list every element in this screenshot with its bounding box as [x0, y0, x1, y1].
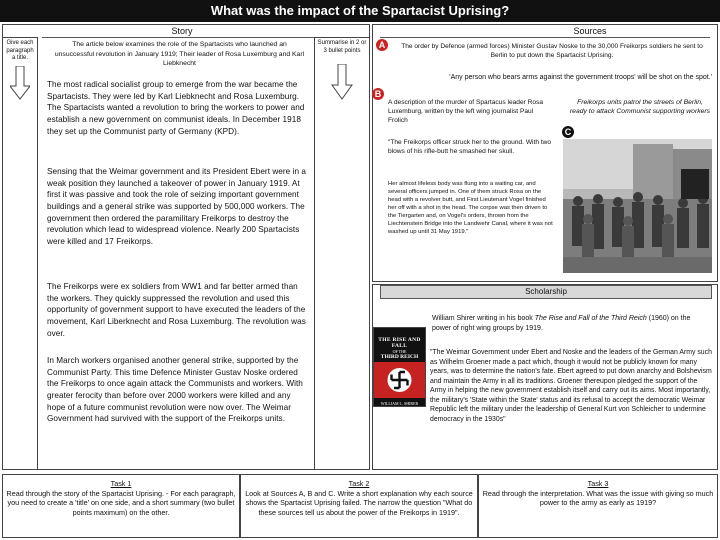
scholarship-attribution	[432, 314, 710, 334]
source-b-quote: "The Freikorps officer struck her to the ground. With two blows of his rifle-butt he smashed her skull.	[388, 139, 552, 155]
story-heading: Story	[171, 26, 193, 36]
task-3-text: Read through the interpretation. What was the issue with giving so much power to the army as early as 1919?	[482, 489, 714, 508]
attribution-line-2: (1960) on the power of right wing groups by 1919.	[432, 315, 691, 332]
story-intro: The article below examines the role of the Spartacists who launched an unsuccessful revolution in January 1919; Their leader of Rosa Luxemburg and Karl Liebknecht	[54, 41, 305, 68]
source-a-intro: The order by Defence (armed forces) Minister Gustav Noske to the 30,000 Freikorps soldiers he sent to Berlin to put down the Spartacist Uprising.	[401, 43, 703, 59]
book-cover-title-2: OF THE	[392, 349, 407, 354]
story-paragraph-1: The most radical socialist group to emerge from the war became the Spartacists. They were led by Karl Liebknecht and Rosa Luxemburg. The Spartacists wanted a revolution to bring the workers to power and establish a new government on communist ideals. In December 1918 they set up the Communist party of Germany (KPD).	[47, 80, 305, 136]
sources-heading: Sources	[573, 26, 607, 36]
book-cover-title-3: THIRD REICH	[380, 354, 419, 360]
source-b-badge: B	[372, 88, 384, 100]
task-3-title: Task 3	[587, 479, 609, 488]
task-2-text: Look at Sources A, B and C. Write a short explanation why each source shows the Spartacist Uprising failed. The narrow the question "What do these sources tell us about the power of the Freikorps in 1919".	[245, 489, 473, 517]
source-b-text: Her almost lifeless body was flung into a waiting car, and several officers jumped in. One of them struck Rosa on the head with a revolver butt, and First Lieutenant Vogel finished her off with a shot in the head. The corpse was then driven to the Tiergarten and, on Vogel's orders, thrown from the Liechtenstein Bridge into the Landwehr Canal, where it was not washed up until 31 May 1919."	[388, 181, 553, 235]
story-paragraph-3: The Freikorps were ex soldiers from WW1 and far better armed than the workers. They quickly suppressed the revolution and used this opportunity of government support to have executed the leaders of the movement, Karl Liberknecht and Rosa Luxemburg. The revolution was over.	[47, 282, 306, 338]
task-2-title: Task 2	[348, 479, 370, 488]
book-cover-author: WILLIAM L. SHIRER	[380, 401, 419, 406]
margin-note: Give each paragraph a title.	[6, 40, 34, 61]
book-cover	[373, 327, 426, 407]
story-heading-rule	[42, 37, 322, 38]
scholarship-heading: Scholarship	[380, 285, 712, 299]
scholarship-quote: "The Weimar Government under Ebert and Noske and the leaders of the German Army such as Wilhelm Groener made a pact which, though it would not be publicly known for many years, was to determine the nation's fate. Ebert agreed to put down anarchy and Bolshevism and maintain the Army in all its traditions. Groener thereupon pledged the support of the Army in helping the new government establish itself and carry out its aims. Most importantly, the military's 'State within the State' status and its refusal to accept the democratic Weimar Republic left the military under the leadership of General Kurt von Schleicher to undermine democracy in the 1930s"	[430, 349, 712, 423]
sources-heading-rule	[380, 37, 710, 38]
title-column[interactable]	[2, 37, 38, 470]
task-1-text: Read through the story of the Spartacist Uprising. - For each paragraph, you need to create a 'title' on one side, and a short summary (two bullet points maximum) on the other.	[6, 489, 236, 517]
down-arrow-icon-right	[331, 64, 353, 100]
summarise-note: Summarise in 2 or 3 bullet points	[317, 40, 367, 54]
swastika-emblem-icon	[374, 362, 425, 398]
down-arrow-icon-left	[10, 66, 30, 100]
source-b-intro: A description of the murder of Spartacus leader Rosa Luxemburg, written by the left wing journalist Paul Frolich	[388, 99, 544, 124]
story-paragraph-2: Sensing that the Weimar government and its President Ebert were in a weak position they launched a takeover of power in January 1919. At first it was passive and took the role of seizing important government buildings and a general strike was supported by 500,000 workers. The government then ordered the paramilitary Freikorps to destroy the revolution which lead to widespread violence. Nearly 200 Spartacists were killed and 17 Freikorps.	[47, 167, 307, 246]
summary-column[interactable]	[314, 37, 370, 470]
source-c-caption: Freikorps units patrol the streets of Berlin, ready to attack Communist supporting workers	[569, 99, 711, 115]
book-title: The Rise and Fall of the Third Reich	[534, 315, 647, 322]
story-paragraph-4: In March workers organised another general strike, supported by the Communist Party. This time Defence Minister Gustav Noske ordered the Freikorps to once again attack the Communists and workers. With greater ferocity than before over 2000 workers were killed and any hope of a future communist revolution were now over. The Weimar Government had survived with the support of the Freikorps units.	[47, 356, 303, 424]
freikorps-photo	[563, 139, 712, 273]
source-a-badge: A	[376, 39, 388, 51]
source-a-quote: 'Any person who bears arms against the government troops' will be shot on the spot.'	[449, 74, 712, 81]
attribution-line-1: William Shirer writing in his book	[432, 315, 533, 322]
book-cover-title-1: THE RISE AND FALL	[378, 337, 421, 349]
source-c-badge: C	[562, 126, 574, 138]
page-title: What was the impact of the Spartacist Uprising?	[0, 0, 720, 22]
task-1-title: Task 1	[110, 479, 132, 488]
